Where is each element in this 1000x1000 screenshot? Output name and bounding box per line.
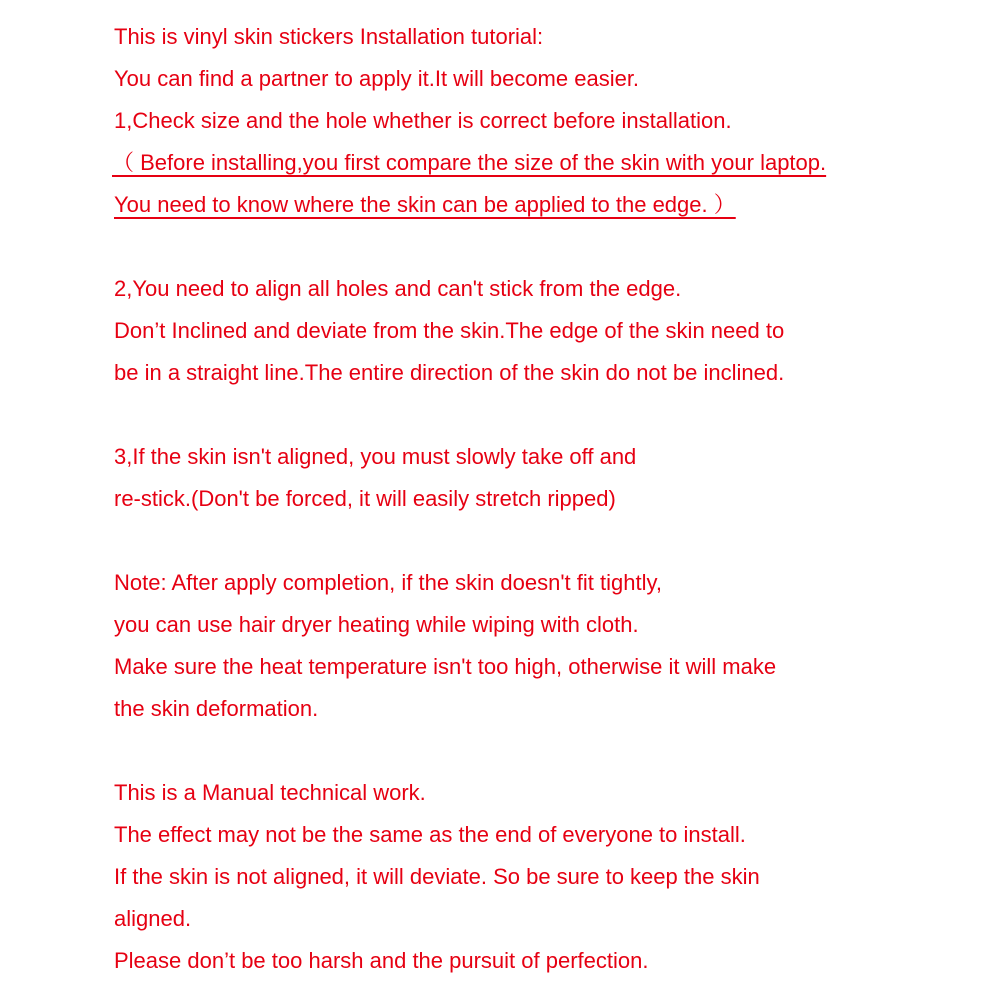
closing-line4: aligned. [114,906,192,931]
step3-line2: re-stick.(Don't be forced, it will easily stretch ripped) [114,486,616,511]
spacer [114,730,974,772]
closing-line3: If the skin is not aligned, it will deviate. So be sure to keep the skin [114,864,760,889]
note-line4: the skin deformation. [114,696,319,721]
intro-partner-tip: You can find a partner to apply it.It will become easier. [114,66,640,91]
step1-note-line2: You need to know where the skin can be applied to the edge. ） [114,192,736,217]
closing-line1: This is a Manual technical work. [114,780,426,805]
intro-title: This is vinyl skin stickers Installation tutorial: [114,24,544,49]
installation-tutorial-document [114,16,974,982]
closing-line2: The effect may not be the same as the end of everyone to install. [114,822,746,847]
step1-note-line1: （ Before installing,you first compare the size of the skin with your laptop. [112,150,827,175]
note-line2: you can use hair dryer heating while wiping with cloth. [114,612,639,637]
spacer [114,520,974,562]
step2-line2: Don’t Inclined and deviate from the skin.The edge of the skin need to [114,318,785,343]
step2-line3: be in a straight line.The entire direction of the skin do not be inclined. [114,360,785,385]
step3-line1: 3,If the skin isn't aligned, you must slowly take off and [114,444,637,469]
spacer [114,394,974,436]
spacer [114,226,974,268]
note-line1: Note: After apply completion, if the skin doesn't fit tightly, [114,570,662,595]
note-line3: Make sure the heat temperature isn't too high, otherwise it will make [114,654,777,679]
closing-line5: Please don’t be too harsh and the pursuit of perfection. [114,948,649,973]
step2-line1: 2,You need to align all holes and can't stick from the edge. [114,276,682,301]
step1-heading: 1,Check size and the hole whether is correct before installation. [114,108,732,133]
